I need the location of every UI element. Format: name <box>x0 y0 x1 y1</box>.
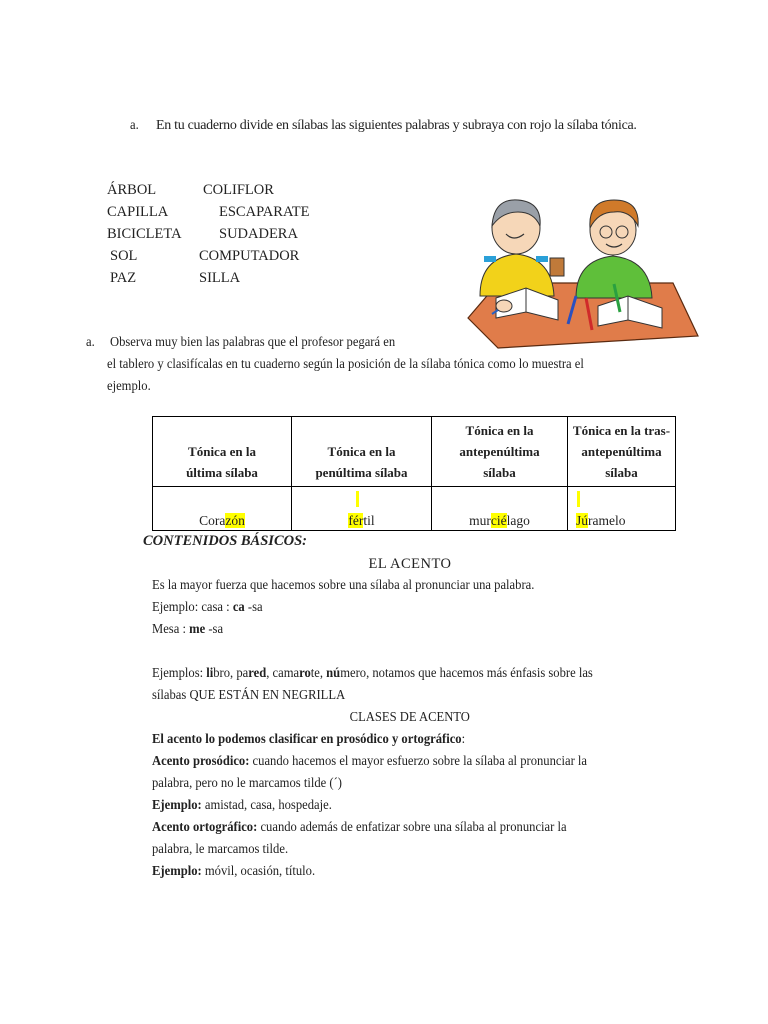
prosodico-line2: palabra, pero no le marcamos tilde (´) <box>152 776 342 791</box>
instruction-text: En tu cuaderno divide en sílabas las siguientes palabras y subraya con rojo la sílaba tónica. <box>156 118 637 133</box>
word: PAZ <box>110 270 137 286</box>
table-header: Tónica en la última sílaba <box>153 417 292 487</box>
ortografico-line2: palabra, le marcamos tilde. <box>152 842 289 857</box>
word: COMPUTADOR <box>199 248 300 264</box>
table-header: Tónica en la penúltima sílaba <box>292 417 432 487</box>
clasificacion: El acento lo podemos clasificar en prosódico y ortográfico: <box>152 732 466 747</box>
example-mesa: Mesa : me -sa <box>152 622 224 637</box>
word: SILLA <box>199 270 241 286</box>
ejemplo-ortografico: Ejemplo: móvil, ocasión, título. <box>152 864 316 879</box>
instruction-a <box>130 115 698 137</box>
table-cell: Júramelo <box>568 487 676 531</box>
ejemplo-prosodico: Ejemplo: amistad, casa, hospedaje. <box>152 798 332 813</box>
table-cell: murciélago <box>432 487 568 531</box>
prosodico: Acento prosódico: cuando hacemos el mayor esfuerzo sobre la sílaba al pronunciar la <box>152 754 588 769</box>
two-students-studying-illustration <box>458 188 703 353</box>
section-heading: CONTENIDOS BÁSICOS: <box>143 533 307 549</box>
word: SUDADERA <box>219 226 298 242</box>
table-cell: fértil <box>292 487 432 531</box>
table-header: Tónica en la tras- antepenúltima sílaba <box>568 417 676 487</box>
list-marker: a. <box>130 118 139 133</box>
table-cell: Corazón <box>153 487 292 531</box>
word: ESCAPARATE <box>219 204 310 220</box>
word: CAPILLA <box>107 204 169 220</box>
instruction-line: Observa muy bien las palabras que el profesor pegará en <box>110 335 396 350</box>
word: COLIFLOR <box>203 182 274 198</box>
title-acento: EL ACENTO <box>368 556 452 572</box>
word: SOL <box>110 248 138 264</box>
ejemplos-line: Ejemplos: libro, pared, camarote, número, notamos que hacemos más énfasis sobre las <box>152 666 593 681</box>
word: ÁRBOL <box>107 182 157 198</box>
title-clases: CLASES DE ACENTO <box>349 710 471 725</box>
instruction-line: ejemplo. <box>107 379 151 394</box>
table-header-row <box>153 417 676 487</box>
table-header: Tónica en la antepenúltima sílaba <box>432 417 568 487</box>
syllable-table <box>152 416 676 531</box>
definition: Es la mayor fuerza que hacemos sobre una sílaba al pronunciar una palabra. <box>152 578 535 593</box>
example-casa: Ejemplo: casa : ca -sa <box>152 600 263 615</box>
table-row <box>153 487 676 531</box>
word: BICICLETA <box>107 226 182 242</box>
list-marker: a. <box>86 335 95 350</box>
ejemplos-line2: sílabas QUE ESTÁN EN NEGRILLA <box>152 688 346 703</box>
ortografico: Acento ortográfico: cuando además de enfatizar sobre una sílaba al pronunciar la <box>152 820 567 835</box>
instruction-line: el tablero y clasifícalas en tu cuaderno según la posición de la sílaba tónica como lo muestra el <box>107 357 584 372</box>
